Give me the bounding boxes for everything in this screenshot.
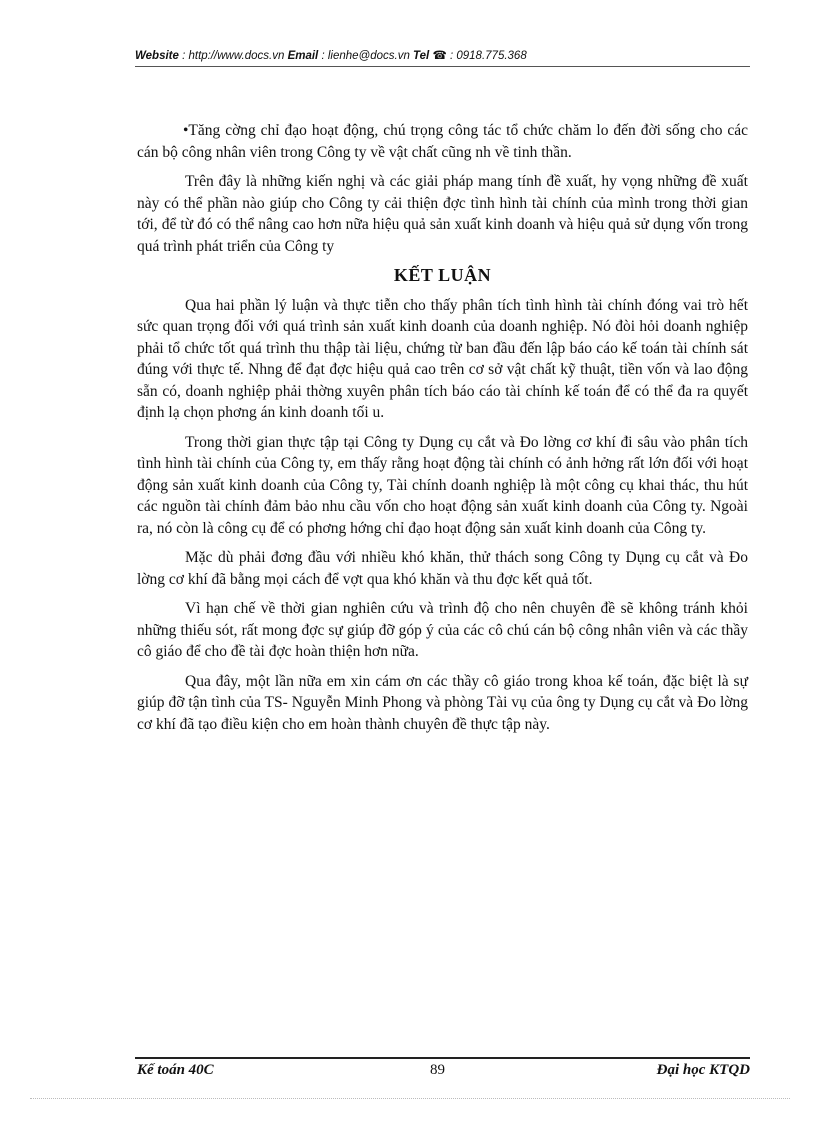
- paragraph-1: •Tăng cờng chỉ đạo hoạt động, chú trọng công tác tổ chức chăm lo đến đời sống cho các cán bộ công nhân viên trong Công ty về vật chất cũng nh về tinh thần.: [137, 122, 748, 161]
- website-value: : http://www.docs.vn: [182, 50, 285, 62]
- page-bottom-dotted-line: [30, 1098, 790, 1099]
- website-label: Website: [135, 50, 179, 62]
- paragraph-7: Qua đây, một lần nữa em xin cám ơn các thầy cô giáo trong khoa kế toán, đặc biệt là sự giúp đỡ tận tình của TS- Nguyễn Minh Phong và phòng Tài vụ của ông ty Dụng cụ cắt và Đo lờng cơ khí đã tạo điều kiện cho em hoàn thành chuyên đề thực tập này.: [137, 672, 748, 733]
- section-title: KẾT LUẬN: [393, 265, 492, 285]
- paragraph-4: Trong thời gian thực tập tại Công ty Dụng cụ cắt và Đo lờng cơ khí đi sâu vào phân tích tình hình tài chính của Công ty, em thấy rằng hoạt động tài chính có ảnh hởng rất lớn đối với hoạt động sản xuất kinh doanh của Công ty, Tài chính doanh nghiệp là một công cụ khai thác, thu hút các nguồn tài chính đảm bảo nhu cầu vốn cho hoạt động sản xuất kinh doanh của Công ty. Ngoài ra, nó còn là công cụ để có phơng hớng chỉ đạo hoạt động sản xuất kinh doanh của Công ty.: [137, 433, 748, 537]
- header-divider: [135, 66, 750, 67]
- page-number: 89: [430, 1062, 445, 1078]
- email-label: Email: [287, 50, 319, 62]
- email-value: : lienhe@docs.vn: [321, 50, 410, 62]
- document-body: [137, 120, 748, 743]
- paragraph-3: Qua hai phần lý luận và thực tiễn cho thấy phân tích tình hình tài chính đóng vai trò hết sức quan trọng đối với quá trình sản xuất kinh doanh của doanh nghiệp. Nó đòi hỏi doanh nghiệp phải tổ chức tốt quá trình thu thập tài liệu, chứng từ ban đầu đến lập báo cáo kế toán tài chính sát đúng với thực tế. Nhng để đạt đợc hiệu quả cao trên cơ sở vật chất kỹ thuật, tiền vốn và lao động sẵn có, doanh nghiệp phải thờng xuyên phân tích báo cáo tài chính kế toán để có thể đa ra quyết định lạ chọn phơng án kinh doanh tối u.: [137, 296, 748, 421]
- paragraph-5: Mặc dù phải đơng đầu với nhiều khó khăn, thử thách song Công ty Dụng cụ cắt và Đo lờng cơ khí đã bằng mọi cách để vợt qua khó khăn và thu đợc kết quả tốt.: [137, 549, 748, 588]
- paragraph-2: Trên đây là những kiến nghị và các giải pháp mang tính đề xuất, hy vọng những đề xuất này có thể phần nào giúp cho Công ty cải thiện đợc tình hình tài chính của mình trong thời gian tới, để từ đó có thể nâng cao hơn nữa hiệu quả sản xuất kinh doanh và hiệu quả sử dụng vốn trong quá trình phát triển của Công ty: [137, 173, 748, 255]
- page-header: [135, 48, 750, 62]
- phone-icon: ☎: [432, 50, 447, 62]
- footer-divider: [135, 1057, 750, 1059]
- tel-label: Tel: [413, 50, 430, 62]
- footer-left: Kế toán 40C: [137, 1062, 214, 1078]
- footer-right: Đại học KTQD: [656, 1062, 750, 1078]
- paragraph-6: Vì hạn chế về thời gian nghiên cứu và trình độ cho nên chuyên đề sẽ không tránh khỏi những thiếu sót, rất mong đợc sự giúp đỡ góp ý của các cô chú cán bộ công nhân viên và các thầy cô giáo để cho đề tài đợc hoàn thiện hơn nữa.: [137, 600, 748, 660]
- tel-value: : 0918.775.368: [449, 50, 527, 62]
